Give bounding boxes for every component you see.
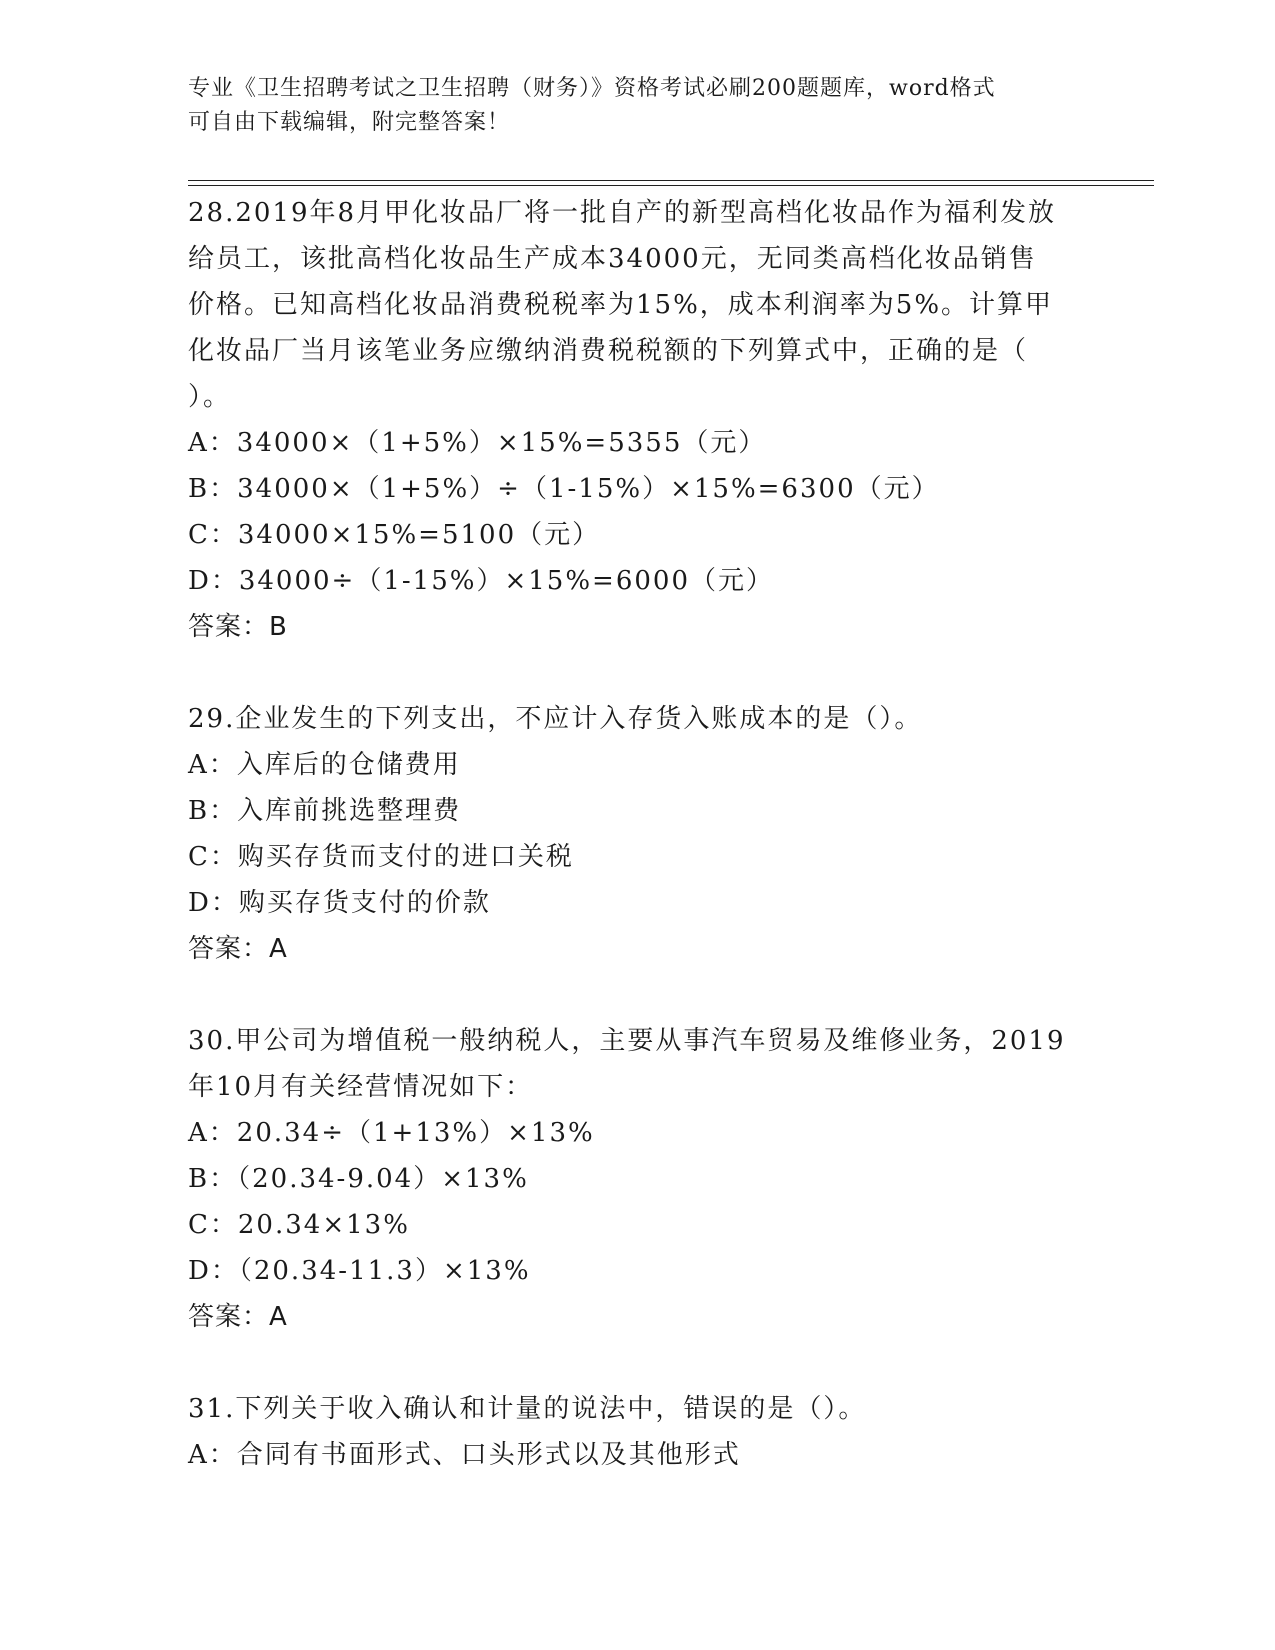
option-b: B：（20.34-9.04）×13% xyxy=(188,1164,529,1194)
option-a: A：34000×（1+5%）×15%=5355（元） xyxy=(188,428,767,458)
answer-line: 答案：A xyxy=(188,1302,288,1332)
question-stem: 29.企业发生的下列支出，不应计入存货入账成本的是（）。 xyxy=(188,704,923,734)
option-d: D：（20.34-11.3）×13% xyxy=(188,1256,531,1286)
question-stem: 28.2019年8月甲化妆品厂将一批自产的新型高档化妆品作为福利发放 xyxy=(188,198,1057,228)
option-c: C：购买存货而支付的进口关税 xyxy=(188,842,574,872)
question-stem: 价格。已知高档化妆品消费税税率为15%，成本利润率为5%。计算甲 xyxy=(188,290,1054,320)
option-a: A：20.34÷（1+13%）×13% xyxy=(188,1118,595,1148)
question-list xyxy=(188,190,1088,1524)
header-rule xyxy=(188,180,1154,181)
option-c: C：34000×15%=5100（元） xyxy=(188,520,601,550)
answer-line: 答案：B xyxy=(188,612,288,642)
document-header xyxy=(188,72,1088,140)
header-line: 可自由下载编辑，附完整答案！ xyxy=(188,110,511,135)
question-29 xyxy=(188,696,1088,972)
question-30 xyxy=(188,1018,1088,1340)
question-stem: 给员工，该批高档化妆品生产成本34000元，无同类高档化妆品销售 xyxy=(188,244,1037,274)
question-stem: 化妆品厂当月该笔业务应缴纳消费税税额的下列算式中，正确的是（ xyxy=(188,336,1029,366)
option-b: B：入库前挑选整理费 xyxy=(188,796,462,826)
option-d: D：34000÷（1-15%）×15%=6000（元） xyxy=(188,566,774,596)
question-stem: 31.下列关于收入确认和计量的说法中，错误的是（）。 xyxy=(188,1394,867,1424)
question-stem: ）。 xyxy=(188,382,232,412)
option-d: D：购买存货支付的价款 xyxy=(188,888,491,918)
question-28 xyxy=(188,190,1088,650)
question-stem: 30.甲公司为增值税一般纳税人，主要从事汽车贸易及维修业务，2019 xyxy=(188,1026,1066,1056)
option-b: B：34000×（1+5%）÷（1-15%）×15%=6300（元） xyxy=(188,474,940,504)
question-stem: 年10月有关经营情况如下： xyxy=(188,1072,534,1102)
header-rule xyxy=(188,185,1154,186)
question-31 xyxy=(188,1386,1088,1478)
option-a: A：入库后的仓储费用 xyxy=(188,750,461,780)
answer-line: 答案：A xyxy=(188,934,288,964)
option-a: A：合同有书面形式、口头形式以及其他形式 xyxy=(188,1440,741,1470)
header-line: 专业《卫生招聘考试之卫生招聘（财务）》资格考试必刷200题题库，word格式 xyxy=(188,76,996,101)
option-c: C：20.34×13% xyxy=(188,1210,410,1240)
